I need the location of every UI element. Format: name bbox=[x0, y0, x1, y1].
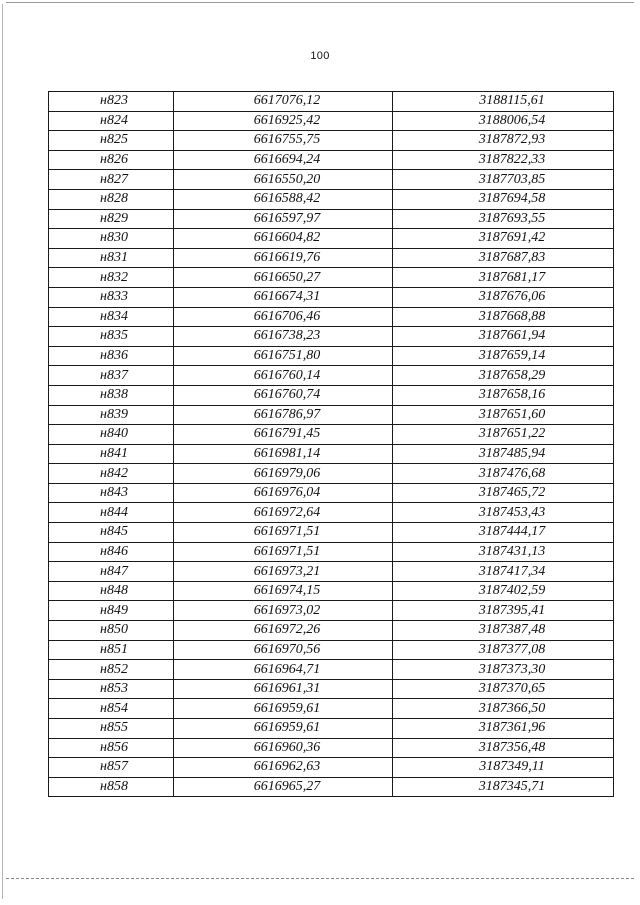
x-coordinate-cell: 6616972,26 bbox=[174, 621, 393, 641]
y-coordinate-cell: 3187444,17 bbox=[393, 523, 614, 543]
x-coordinate-cell: 6616972,64 bbox=[174, 503, 393, 523]
x-coordinate-cell: 6617076,12 bbox=[174, 92, 393, 112]
point-id-cell: н856 bbox=[49, 738, 174, 758]
point-id-cell: н858 bbox=[49, 777, 174, 797]
table-row bbox=[49, 366, 614, 386]
point-id-cell: н854 bbox=[49, 699, 174, 719]
point-id-cell: н829 bbox=[49, 209, 174, 229]
point-id-cell: н825 bbox=[49, 131, 174, 151]
table-row bbox=[49, 679, 614, 699]
table-row bbox=[49, 209, 614, 229]
point-id-cell: н833 bbox=[49, 287, 174, 307]
y-coordinate-cell: 3187370,65 bbox=[393, 679, 614, 699]
table-row bbox=[49, 268, 614, 288]
y-coordinate-cell: 3187658,16 bbox=[393, 385, 614, 405]
y-coordinate-cell: 3187349,11 bbox=[393, 758, 614, 778]
y-coordinate-cell: 3187681,17 bbox=[393, 268, 614, 288]
table-row bbox=[49, 464, 614, 484]
table-row bbox=[49, 405, 614, 425]
y-coordinate-cell: 3187872,93 bbox=[393, 131, 614, 151]
table-row bbox=[49, 248, 614, 268]
point-id-cell: н823 bbox=[49, 92, 174, 112]
x-coordinate-cell: 6616971,51 bbox=[174, 542, 393, 562]
scan-left-edge bbox=[2, 4, 3, 899]
table-row bbox=[49, 111, 614, 131]
point-id-cell: н831 bbox=[49, 248, 174, 268]
y-coordinate-cell: 3187387,48 bbox=[393, 621, 614, 641]
table-row bbox=[49, 640, 614, 660]
point-id-cell: н827 bbox=[49, 170, 174, 190]
y-coordinate-cell: 3187651,22 bbox=[393, 425, 614, 445]
x-coordinate-cell: 6616962,63 bbox=[174, 758, 393, 778]
y-coordinate-cell: 3187651,60 bbox=[393, 405, 614, 425]
table-row bbox=[49, 425, 614, 445]
x-coordinate-cell: 6616973,02 bbox=[174, 601, 393, 621]
x-coordinate-cell: 6616738,23 bbox=[174, 327, 393, 347]
table-row bbox=[49, 503, 614, 523]
x-coordinate-cell: 6616960,36 bbox=[174, 738, 393, 758]
point-id-cell: н836 bbox=[49, 346, 174, 366]
x-coordinate-cell: 6616755,75 bbox=[174, 131, 393, 151]
point-id-cell: н844 bbox=[49, 503, 174, 523]
point-id-cell: н838 bbox=[49, 385, 174, 405]
coordinates-table bbox=[48, 91, 614, 797]
x-coordinate-cell: 6616981,14 bbox=[174, 444, 393, 464]
x-coordinate-cell: 6616550,20 bbox=[174, 170, 393, 190]
table-row bbox=[49, 385, 614, 405]
y-coordinate-cell: 3187395,41 bbox=[393, 601, 614, 621]
x-coordinate-cell: 6616786,97 bbox=[174, 405, 393, 425]
x-coordinate-cell: 6616961,31 bbox=[174, 679, 393, 699]
x-coordinate-cell: 6616751,80 bbox=[174, 346, 393, 366]
x-coordinate-cell: 6616976,04 bbox=[174, 483, 393, 503]
table-row bbox=[49, 170, 614, 190]
point-id-cell: н847 bbox=[49, 562, 174, 582]
point-id-cell: н853 bbox=[49, 679, 174, 699]
x-coordinate-cell: 6616959,61 bbox=[174, 699, 393, 719]
table-row bbox=[49, 327, 614, 347]
y-coordinate-cell: 3187453,43 bbox=[393, 503, 614, 523]
table-row bbox=[49, 346, 614, 366]
table-row bbox=[49, 229, 614, 249]
x-coordinate-cell: 6616974,15 bbox=[174, 581, 393, 601]
y-coordinate-cell: 3187356,48 bbox=[393, 738, 614, 758]
table-row bbox=[49, 287, 614, 307]
point-id-cell: н842 bbox=[49, 464, 174, 484]
x-coordinate-cell: 6616760,14 bbox=[174, 366, 393, 386]
y-coordinate-cell: 3187361,96 bbox=[393, 719, 614, 739]
table-row bbox=[49, 307, 614, 327]
point-id-cell: н855 bbox=[49, 719, 174, 739]
y-coordinate-cell: 3187476,68 bbox=[393, 464, 614, 484]
y-coordinate-cell: 3188115,61 bbox=[393, 92, 614, 112]
y-coordinate-cell: 3187377,08 bbox=[393, 640, 614, 660]
y-coordinate-cell: 3187693,55 bbox=[393, 209, 614, 229]
point-id-cell: н852 bbox=[49, 660, 174, 680]
point-id-cell: н837 bbox=[49, 366, 174, 386]
y-coordinate-cell: 3187703,85 bbox=[393, 170, 614, 190]
table-row bbox=[49, 621, 614, 641]
x-coordinate-cell: 6616597,97 bbox=[174, 209, 393, 229]
point-id-cell: н843 bbox=[49, 483, 174, 503]
table-row bbox=[49, 699, 614, 719]
point-id-cell: н857 bbox=[49, 758, 174, 778]
x-coordinate-cell: 6616979,06 bbox=[174, 464, 393, 484]
y-coordinate-cell: 3187417,34 bbox=[393, 562, 614, 582]
table-row bbox=[49, 92, 614, 112]
x-coordinate-cell: 6616706,46 bbox=[174, 307, 393, 327]
scan-top-edge bbox=[6, 2, 634, 3]
x-coordinate-cell: 6616604,82 bbox=[174, 229, 393, 249]
x-coordinate-cell: 6616694,24 bbox=[174, 150, 393, 170]
page-number: 100 bbox=[310, 50, 330, 62]
coordinates-table-body bbox=[49, 92, 614, 797]
x-coordinate-cell: 6616650,27 bbox=[174, 268, 393, 288]
y-coordinate-cell: 3187373,30 bbox=[393, 660, 614, 680]
y-coordinate-cell: 3187676,06 bbox=[393, 287, 614, 307]
table-row bbox=[49, 444, 614, 464]
x-coordinate-cell: 6616973,21 bbox=[174, 562, 393, 582]
table-row bbox=[49, 719, 614, 739]
point-id-cell: н828 bbox=[49, 189, 174, 209]
x-coordinate-cell: 6616588,42 bbox=[174, 189, 393, 209]
y-coordinate-cell: 3187694,58 bbox=[393, 189, 614, 209]
y-coordinate-cell: 3188006,54 bbox=[393, 111, 614, 131]
table-row bbox=[49, 581, 614, 601]
x-coordinate-cell: 6616971,51 bbox=[174, 523, 393, 543]
y-coordinate-cell: 3187485,94 bbox=[393, 444, 614, 464]
table-row bbox=[49, 738, 614, 758]
x-coordinate-cell: 6616959,61 bbox=[174, 719, 393, 739]
y-coordinate-cell: 3187345,71 bbox=[393, 777, 614, 797]
y-coordinate-cell: 3187687,83 bbox=[393, 248, 614, 268]
point-id-cell: н846 bbox=[49, 542, 174, 562]
x-coordinate-cell: 6616619,76 bbox=[174, 248, 393, 268]
y-coordinate-cell: 3187658,29 bbox=[393, 366, 614, 386]
y-coordinate-cell: 3187659,14 bbox=[393, 346, 614, 366]
table-row bbox=[49, 758, 614, 778]
point-id-cell: н839 bbox=[49, 405, 174, 425]
point-id-cell: н845 bbox=[49, 523, 174, 543]
x-coordinate-cell: 6616970,56 bbox=[174, 640, 393, 660]
y-coordinate-cell: 3187402,59 bbox=[393, 581, 614, 601]
point-id-cell: н851 bbox=[49, 640, 174, 660]
y-coordinate-cell: 3187822,33 bbox=[393, 150, 614, 170]
table-row bbox=[49, 542, 614, 562]
point-id-cell: н848 bbox=[49, 581, 174, 601]
table-row bbox=[49, 483, 614, 503]
table-row bbox=[49, 131, 614, 151]
table-row bbox=[49, 601, 614, 621]
table-row bbox=[49, 523, 614, 543]
table-row bbox=[49, 189, 614, 209]
y-coordinate-cell: 3187691,42 bbox=[393, 229, 614, 249]
x-coordinate-cell: 6616925,42 bbox=[174, 111, 393, 131]
table-row bbox=[49, 660, 614, 680]
x-coordinate-cell: 6616791,45 bbox=[174, 425, 393, 445]
point-id-cell: н849 bbox=[49, 601, 174, 621]
y-coordinate-cell: 3187668,88 bbox=[393, 307, 614, 327]
table-row bbox=[49, 562, 614, 582]
point-id-cell: н830 bbox=[49, 229, 174, 249]
point-id-cell: н841 bbox=[49, 444, 174, 464]
point-id-cell: н826 bbox=[49, 150, 174, 170]
y-coordinate-cell: 3187465,72 bbox=[393, 483, 614, 503]
point-id-cell: н834 bbox=[49, 307, 174, 327]
table-row bbox=[49, 150, 614, 170]
point-id-cell: н832 bbox=[49, 268, 174, 288]
y-coordinate-cell: 3187431,13 bbox=[393, 542, 614, 562]
point-id-cell: н835 bbox=[49, 327, 174, 347]
x-coordinate-cell: 6616760,74 bbox=[174, 385, 393, 405]
y-coordinate-cell: 3187661,94 bbox=[393, 327, 614, 347]
x-coordinate-cell: 6616964,71 bbox=[174, 660, 393, 680]
point-id-cell: н840 bbox=[49, 425, 174, 445]
table-row bbox=[49, 777, 614, 797]
scan-bottom-edge bbox=[6, 878, 634, 879]
point-id-cell: н824 bbox=[49, 111, 174, 131]
x-coordinate-cell: 6616674,31 bbox=[174, 287, 393, 307]
x-coordinate-cell: 6616965,27 bbox=[174, 777, 393, 797]
point-id-cell: н850 bbox=[49, 621, 174, 641]
y-coordinate-cell: 3187366,50 bbox=[393, 699, 614, 719]
